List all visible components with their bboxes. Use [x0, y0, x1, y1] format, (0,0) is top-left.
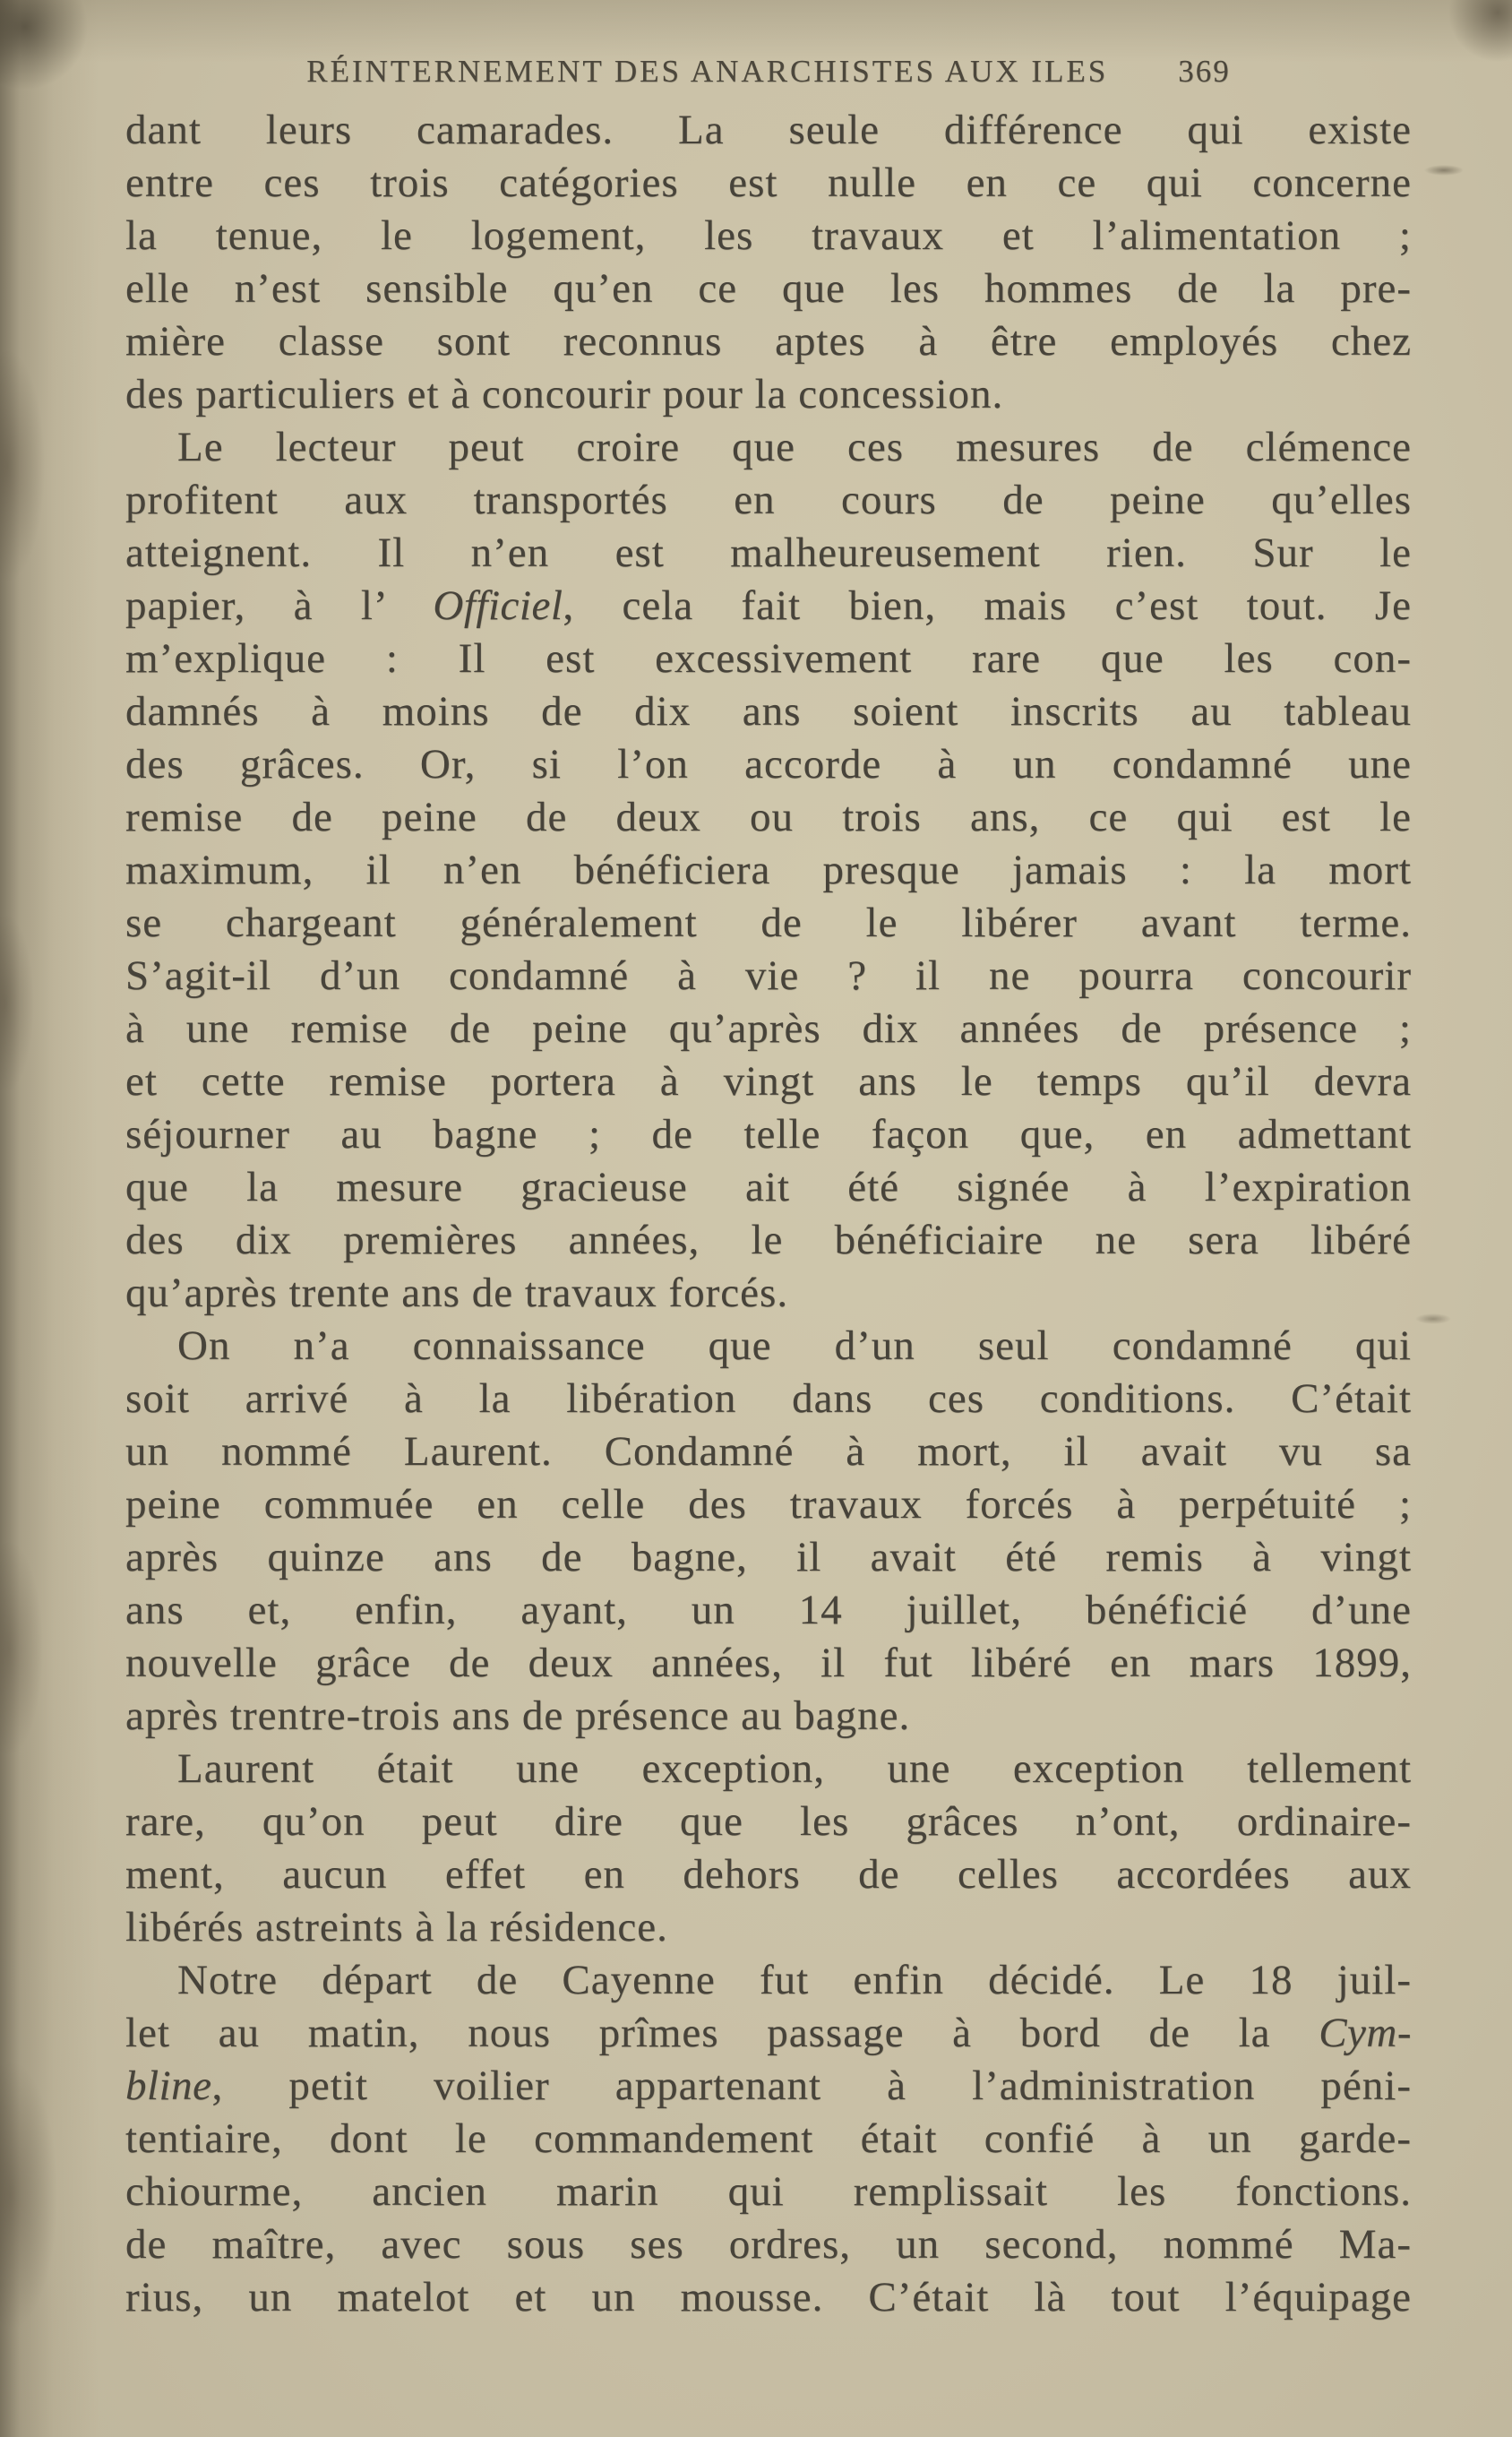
text-segment: chiourme, ancien marin qui remplissait les fonctions.: [125, 2168, 1412, 2215]
text-segment: entre ces trois catégories est nulle en ce qui concerne: [125, 159, 1412, 206]
text-segment: maximum, il n’en bénéficiera presque jamais : la mort: [125, 847, 1412, 893]
text-line: [125, 1267, 1412, 1320]
text-line: [125, 1108, 1412, 1161]
text-line: [125, 1214, 1412, 1267]
text-line: [125, 2060, 1412, 2113]
text-line: [125, 1161, 1412, 1214]
text-line: [125, 1901, 1412, 1954]
text-segment: damnés à moins de dix ans soient inscrits au tableau: [125, 688, 1412, 735]
text-segment: tentiaire, dont le commandement était confié à un garde-: [125, 2115, 1412, 2162]
text-segment: dant leurs camarades. La seule différence qui existe: [125, 107, 1412, 153]
text-segment: Le lecteur peut croire que ces mesures de clémence: [177, 424, 1412, 470]
text-segment: séjourner au bagne ; de telle façon que, en admettant: [125, 1111, 1412, 1158]
text-segment: atteignent. Il n’en est malheureusement rien. Sur le: [125, 530, 1412, 576]
header-title: RÉINTERNEMENT DES ANARCHISTES AUX ILES: [306, 54, 1109, 89]
text-line: [125, 1690, 1412, 1743]
text-line: [125, 1055, 1412, 1108]
text-segment: à une remise de peine qu’après dix années de présence ;: [125, 1005, 1412, 1052]
text-segment: mière classe sont reconnus aptes à être employés chez: [125, 318, 1412, 365]
text-segment: la tenue, le logement, les travaux et l’alimentation ;: [125, 212, 1412, 259]
text-segment: libérés astreints à la résidence.: [125, 1904, 668, 1950]
text-segment: profitent aux transportés en cours de peine qu’elles: [125, 477, 1412, 523]
text-line: [125, 791, 1412, 844]
text-line: [125, 527, 1412, 580]
text-segment: des particuliers et à concourir pour la concession.: [125, 371, 1004, 418]
text-line: [125, 950, 1412, 1003]
text-line: [125, 1795, 1412, 1848]
text-segment: S’agit-il d’un condamné à vie ? il ne pourra concourir: [125, 952, 1412, 999]
text-segment: un nommé Laurent. Condamné à mort, il avait vu sa: [125, 1428, 1412, 1475]
text-segment: ment, aucun effet en dehors de celles accordées aux: [125, 1851, 1412, 1898]
text-line: [125, 1531, 1412, 1584]
text-line: [125, 1320, 1412, 1373]
text-segment: elle n’est sensible qu’en ce que les hommes de la pre-: [125, 265, 1412, 312]
text-segment: , cela fait bien, mais c’est tout. Je: [563, 582, 1412, 629]
text-segment: nouvelle grâce de deux années, il fut libéré en mars 1899,: [125, 1640, 1412, 1686]
text-segment: soit arrivé à la libération dans ces conditions. C’était: [125, 1375, 1412, 1422]
italic-text: Officiel: [433, 582, 563, 629]
text-segment: que la mesure gracieuse ait été signée à l’expiration: [125, 1164, 1412, 1210]
text-line: [125, 1478, 1412, 1531]
text-line: [125, 263, 1412, 315]
text-line: [125, 2166, 1412, 2218]
text-line: [125, 1425, 1412, 1478]
text-segment: remise de peine de deux ou trois ans, ce qui est le: [125, 794, 1412, 840]
running-header: [125, 52, 1412, 91]
text-segment: On n’a connaissance que d’un seul condamné qui: [177, 1322, 1412, 1369]
text-line: [125, 421, 1412, 474]
text-line: [125, 1584, 1412, 1637]
text-segment: Laurent était une exception, une exception tellement: [177, 1745, 1412, 1792]
text-segment: qu’après trente ans de travaux forcés.: [125, 1270, 789, 1316]
text-segment: Notre départ de Cayenne fut enfin décidé. Le 18 juil-: [177, 1957, 1412, 2003]
text-line: [125, 1848, 1412, 1901]
text-segment: des dix premières années, le bénéficiaire ne sera libéré: [125, 1217, 1412, 1263]
text-line: [125, 104, 1412, 157]
text-segment: après quinze ans de bagne, il avait été remis à vingt: [125, 1534, 1412, 1580]
text-segment: peine commuée en celle des travaux forcés à perpétuité ;: [125, 1481, 1412, 1528]
text-segment: , petit voilier appartenant à l’administration péni-: [211, 2062, 1412, 2109]
text-line: [125, 633, 1412, 685]
text-line: [125, 2113, 1412, 2166]
text-line: [125, 368, 1412, 421]
text-line: [125, 315, 1412, 368]
text-segment: se chargeant généralement de le libérer avant terme.: [125, 900, 1412, 946]
text-segment: rare, qu’on peut dire que les grâces n’ont, ordinaire-: [125, 1798, 1412, 1845]
text-line: [125, 2007, 1412, 2060]
text-line: [125, 580, 1412, 633]
text-line: [125, 1637, 1412, 1690]
text-segment: des grâces. Or, si l’on accorde à un condamné une: [125, 741, 1412, 788]
text-segment: ans et, enfin, ayant, un 14 juillet, bénéficié d’une: [125, 1587, 1412, 1633]
page-number: 369: [1178, 54, 1231, 89]
text-segment: après trentre-trois ans de présence au bagne.: [125, 1692, 911, 1739]
text-segment: papier, à l’: [125, 582, 434, 629]
text-line: [125, 1743, 1412, 1795]
text-line: [125, 1003, 1412, 1055]
text-line: [125, 844, 1412, 897]
text-line: [125, 1954, 1412, 2007]
text-segment: de maître, avec sous ses ordres, un second, nommé Ma-: [125, 2221, 1412, 2268]
text-line: [125, 897, 1412, 950]
text-line: [125, 157, 1412, 210]
italic-text: Cym-: [1319, 2010, 1412, 2056]
text-segment: m’explique : Il est excessivement rare que les con-: [125, 635, 1412, 682]
text-line: [125, 685, 1412, 738]
italic-text: bline: [125, 2062, 212, 2109]
text-line: [125, 2271, 1412, 2324]
text-segment: et cette remise portera à vingt ans le temps qu’il devra: [125, 1058, 1412, 1105]
text-line: [125, 210, 1412, 263]
text-line: [125, 1373, 1412, 1425]
text-segment: rius, un matelot et un mousse. C’était là tout l’équipage: [125, 2274, 1412, 2321]
text-segment: let au matin, nous prîmes passage à bord de la: [125, 2010, 1319, 2056]
text-block: [125, 104, 1412, 2324]
text-line: [125, 738, 1412, 791]
text-line: [125, 2218, 1412, 2271]
text-line: [125, 474, 1412, 527]
